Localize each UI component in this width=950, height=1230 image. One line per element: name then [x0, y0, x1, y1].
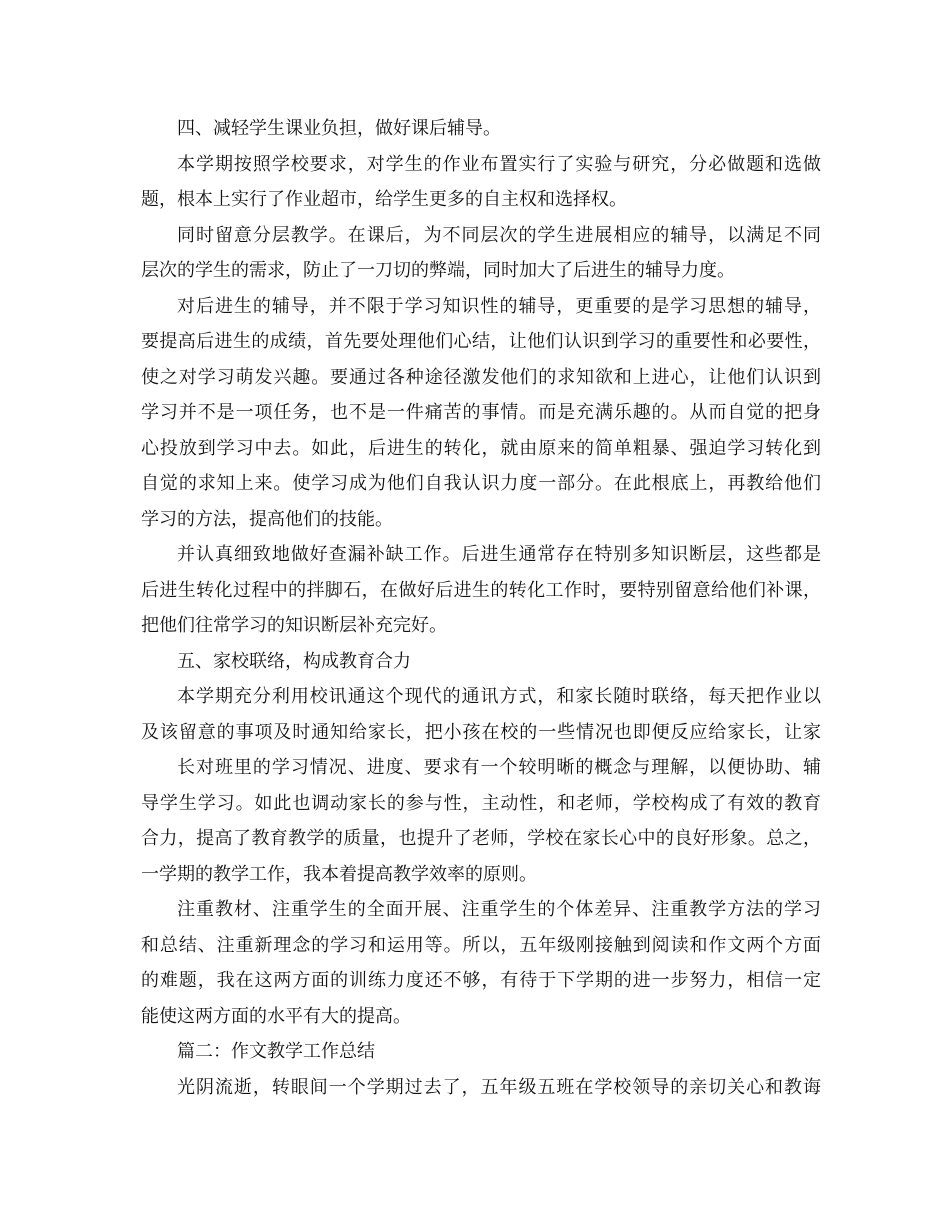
- text-line: 一学期的教学工作，我本着提高教学效率的原则。: [141, 863, 537, 885]
- text-line: 心投放到学习中去。如此，后进生的转化，就由原来的简单粗暴、强迫学习转化到: [141, 437, 821, 459]
- text-line: 篇二：作文教学工作总结: [177, 1041, 375, 1062]
- text-line: 及该留意的事项及时通知给家长，把小孩在校的一些情况也即便反应给家长，让家: [141, 721, 821, 743]
- text-line: 光阴流逝，转眼间一个学期过去了，五年级五班在学校领导的亲切关心和教诲: [177, 1076, 821, 1098]
- text-line: 和总结、注重新理念的学习和运用等。所以，五年级刚接触到阅读和作文两个方面: [141, 934, 821, 956]
- text-line: 自觉的求知上来。使学习成为他们自我认识力度一部分。在此根底上，再教给他们: [141, 473, 821, 494]
- text-line: 要提高后进生的成绩，首先要处理他们心结，让他们认识到学习的重要性和必要性，: [141, 331, 821, 352]
- text-line: 的难题，我在这两方面的训练力度还不够，有待于下学期的进一步努力，相信一定: [141, 970, 821, 991]
- text-line: 把他们往常学习的知识断层补充完好。: [141, 615, 447, 636]
- text-line: 同时留意分层教学。在课后，为不同层次的学生进展相应的辅导，以满足不同: [177, 224, 821, 246]
- text-line: 学习的方法，提高他们的技能。: [141, 508, 393, 530]
- text-line: 对后进生的辅导，并不限于学习知识性的辅导，更重要的是学习思想的辅导，: [177, 295, 821, 317]
- text-line: 注重教材、注重学生的全面开展、注重学生的个体差异、注重教学方法的学习: [177, 899, 821, 920]
- text-line: 后进生转化过程中的拌脚石，在做好后进生的转化工作时，要特别留意给他们补课，: [141, 579, 821, 601]
- text-line: 四、减轻学生课业负担，做好课后辅导。: [177, 118, 501, 139]
- text-line: 导学生学习。如此也调动家长的参与性，主动性，和老师，学校构成了有效的教育: [141, 792, 821, 814]
- text-line: 本学期按照学校要求，对学生的作业布置实行了实验与研究，分必做题和选做: [177, 153, 821, 175]
- text-line: 学习并不是一项任务，也不是一件痛苦的事情。而是充满乐趣的。从而自觉的把身: [141, 402, 821, 423]
- text-line: 能使这两方面的水平有大的提高。: [141, 1005, 411, 1027]
- text-line: 题，根本上实行了作业超市，给学生更多的自主权和选择权。: [141, 189, 627, 210]
- text-line: 使之对学习萌发兴趣。要通过各种途径激发他们的求知欲和上进心，让他们认识到: [141, 366, 821, 388]
- text-line: 并认真细致地做好查漏补缺工作。后进生通常存在特别多知识断层，这些都是: [177, 544, 821, 565]
- text-line: 本学期充分利用校讯通这个现代的通讯方式，和家长随时联络，每天把作业以: [177, 686, 821, 707]
- text-line: 五、家校联络，构成教育合力: [177, 650, 411, 672]
- text-line: 合力，提高了教育教学的质量，也提升了老师，学校在家长心中的良好形象。总之，: [141, 828, 821, 849]
- text-line: 长对班里的学习情况、进度、要求有一个较明晰的概念与理解，以便协助、辅: [177, 757, 821, 778]
- text-line: 层次的学生的需求，防止了一刀切的弊端，同时加大了后进生的辅导力度。: [141, 260, 735, 281]
- document-body: [141, 111, 821, 1105]
